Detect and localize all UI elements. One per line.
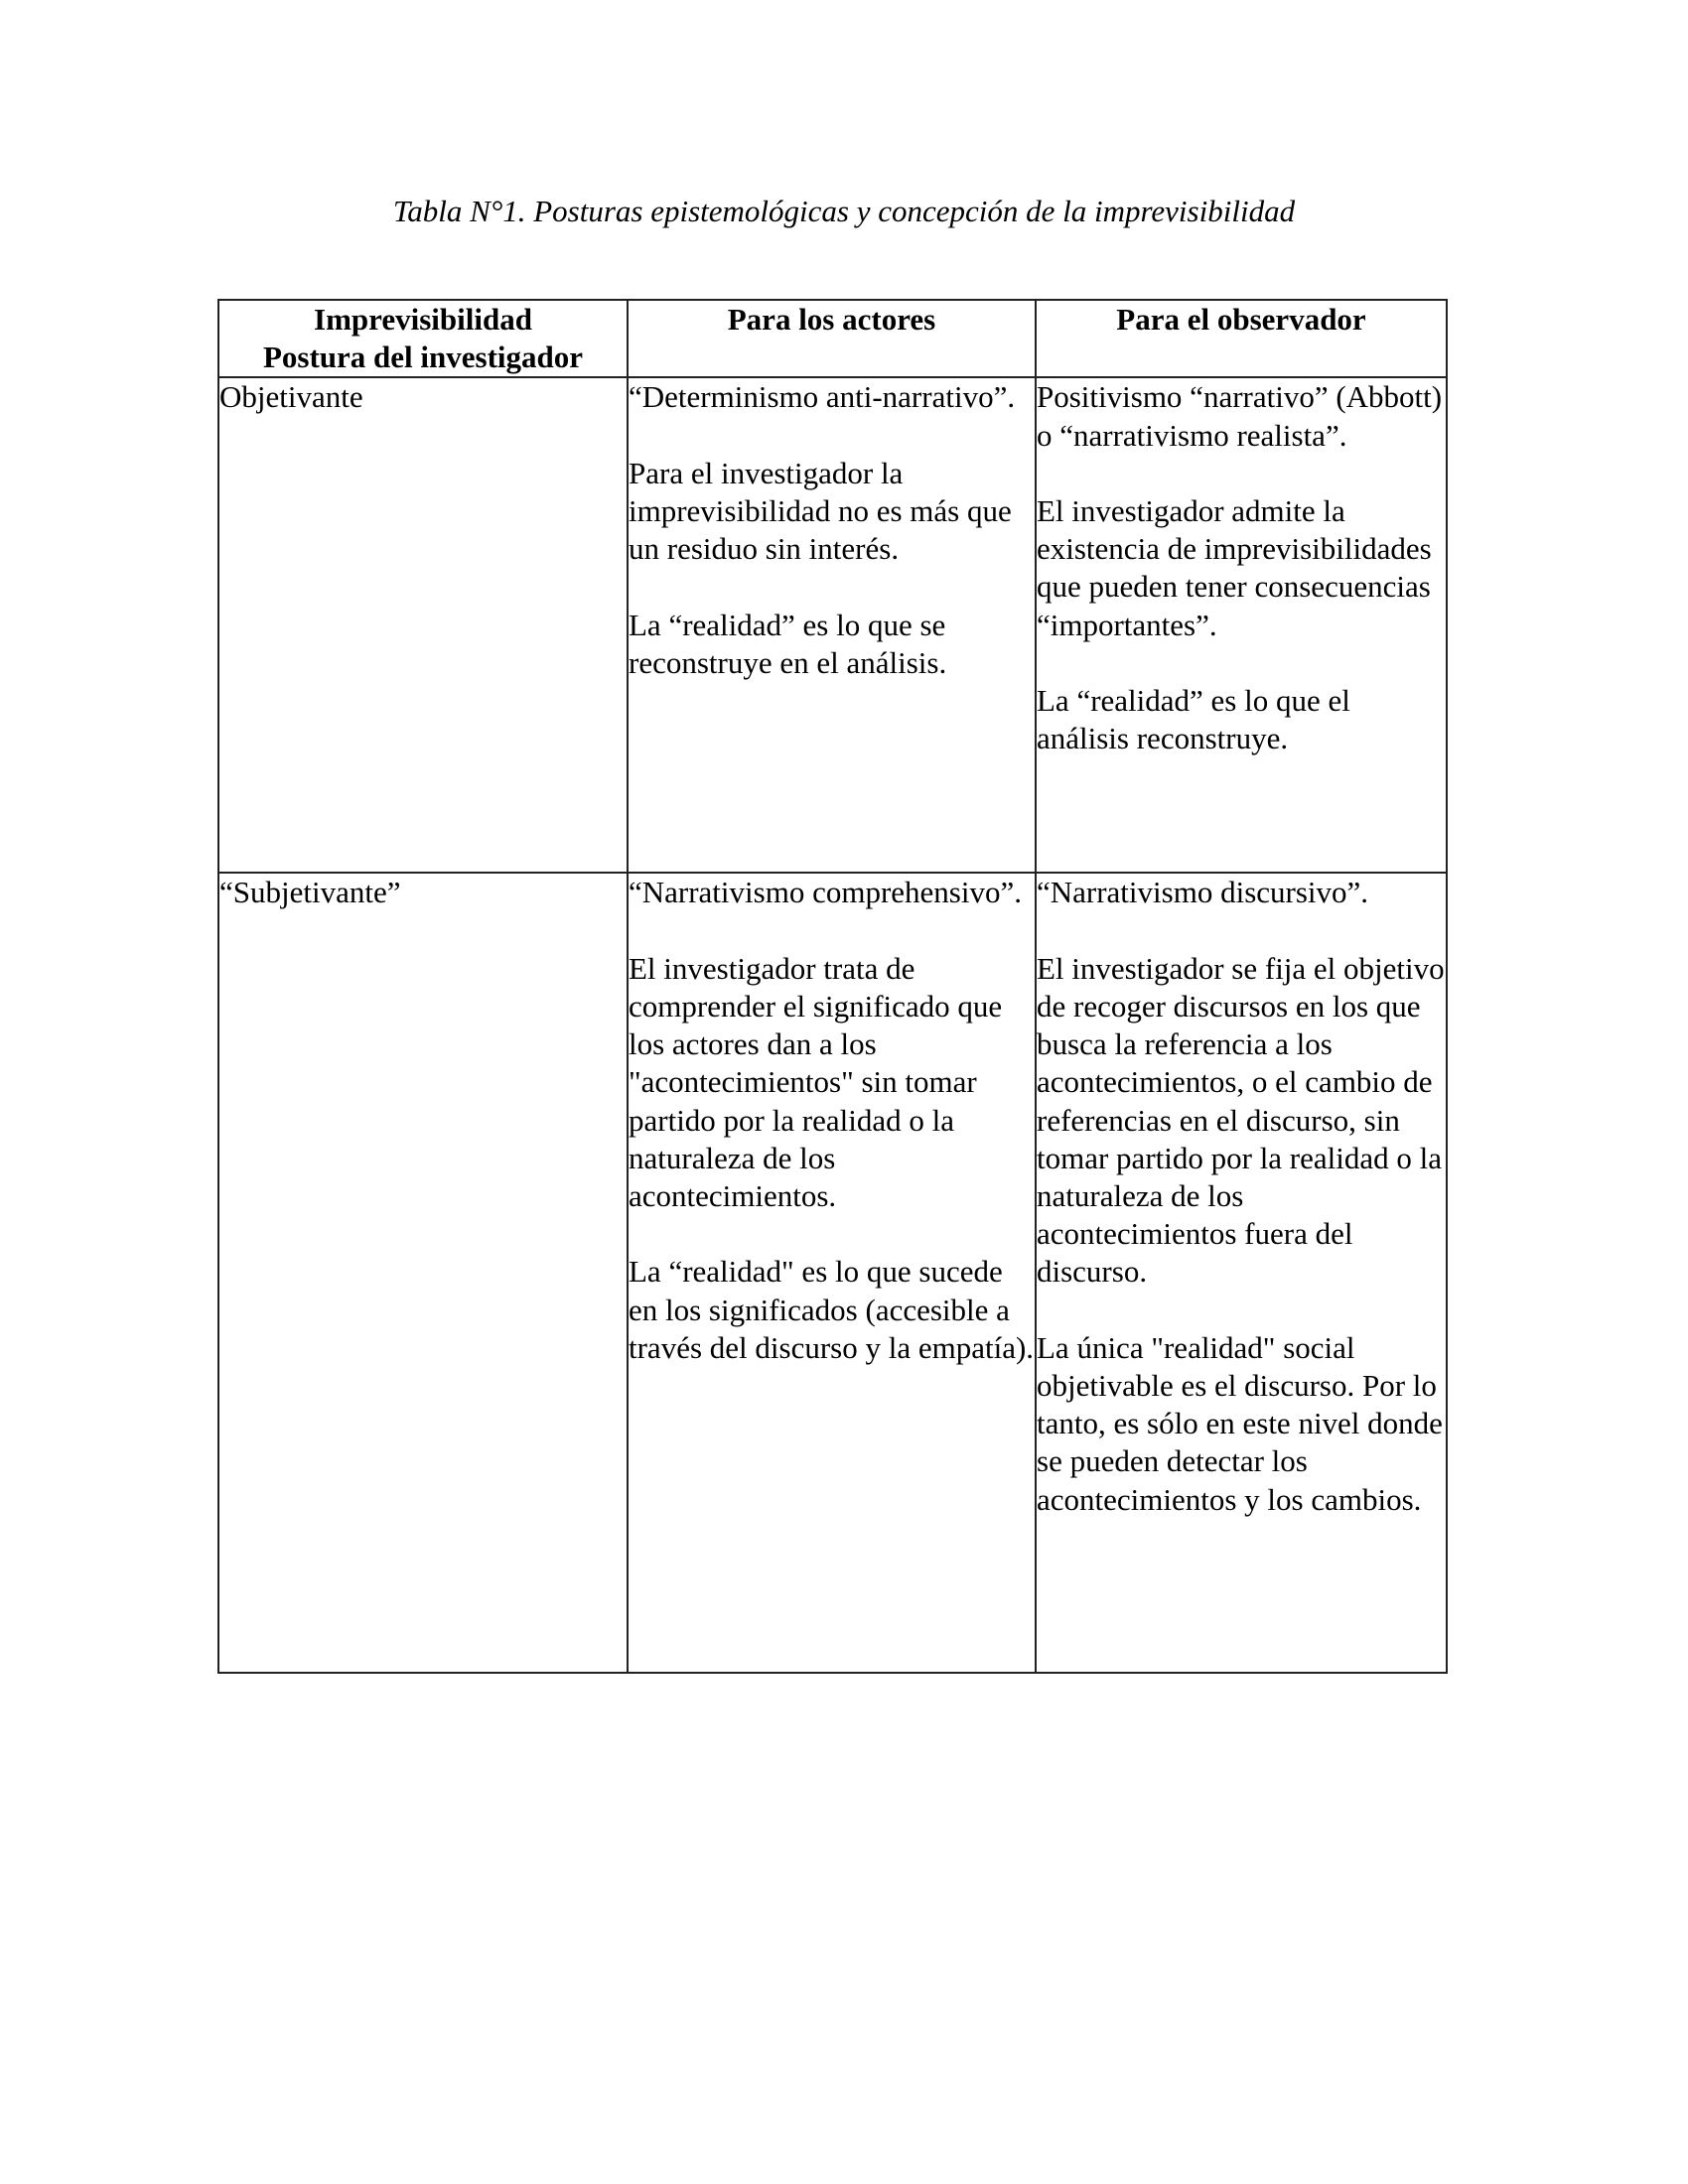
cell-paragraph: “Determinismo anti-narrativo”.	[629, 379, 1016, 415]
cell-paragraph: El investigador admite la existencia de imprevisibilidades que pueden tener consecuencias “importantes”.	[1037, 493, 1432, 642]
row-label: “Subjetivante”	[218, 873, 628, 1673]
table-header-row	[218, 300, 1447, 377]
cell-paragraph: La “realidad” es lo que el análisis reconstruye.	[1037, 683, 1350, 756]
table-row-objetivante	[218, 377, 1447, 873]
table-caption: Tabla N°1. Posturas epistemológicas y concepción de la imprevisibilidad	[392, 194, 1296, 228]
header-postura-investigador: Postura del investigador	[262, 340, 584, 375]
header-postura	[218, 300, 628, 377]
cell-paragraph: La “realidad" es lo que sucede en los significados (accesible a través del discurso y la empatía).	[629, 1254, 1035, 1365]
cell-paragraph: La única "realidad" social objetivable es el discurso. Por lo tanto, es sólo en este nivel donde se pueden detectar los acontecimientos y los cambios.	[1037, 1329, 1443, 1517]
cell-paragraph: “Narrativismo comprehensivo”.	[629, 875, 1022, 910]
table-row-subjetivante	[218, 873, 1447, 1673]
epistemological-postures-table	[217, 299, 1448, 1674]
header-para-los-actores: Para los actores	[628, 300, 1036, 377]
cell-observador	[1036, 377, 1447, 873]
cell-actores	[628, 873, 1036, 1673]
cell-paragraph: “Narrativismo discursivo”.	[1037, 875, 1369, 910]
cell-paragraph: La “realidad” es lo que se reconstruye en el análisis.	[629, 607, 947, 680]
cell-paragraph: El investigador se fija el objetivo de recoger discursos en los que busca la referencia a los acontecimientos, o el cambio de referencias en el discurso, sin tomar partido por la realidad o la naturaleza de los acontecimientos fuera del discurso.	[1037, 950, 1445, 1290]
cell-actores	[628, 377, 1036, 873]
header-para-el-observador: Para el observador	[1036, 300, 1447, 377]
cell-paragraph: El investigador trata de comprender el significado que los actores dan a los "acontecimientos" sin tomar partido por la realidad o la naturaleza de los acontecimientos.	[629, 950, 1003, 1214]
row-label: Objetivante	[218, 377, 628, 873]
cell-observador	[1036, 873, 1447, 1673]
cell-paragraph: Para el investigador la imprevisibilidad no es más que un residuo sin interés.	[629, 455, 1012, 567]
cell-paragraph: Positivismo “narrativo” (Abbott) o “narrativismo realista”.	[1037, 379, 1443, 453]
header-imprevisibilidad: Imprevisibilidad	[314, 302, 532, 337]
